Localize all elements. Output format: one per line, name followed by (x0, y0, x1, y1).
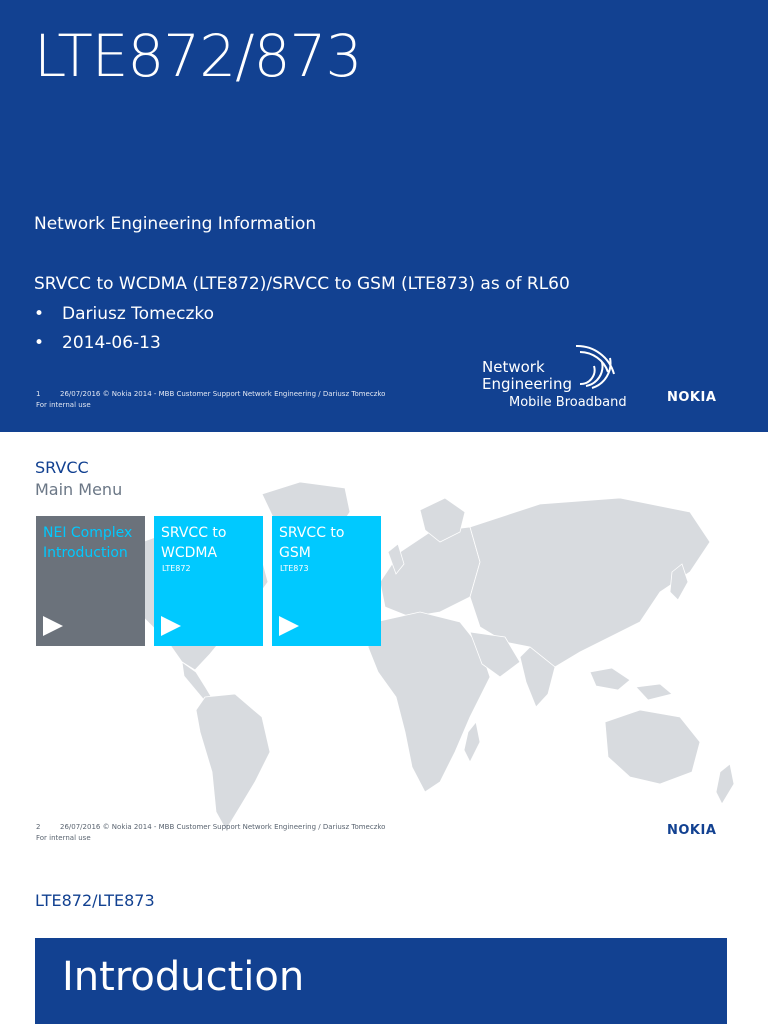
page-number: 1 (36, 390, 41, 398)
srvcc-to-wcdma-tile[interactable] (154, 516, 263, 646)
slide-footer (36, 389, 385, 411)
bullet-list (34, 302, 214, 360)
slide-subtitle: Network Engineering Information (34, 214, 317, 234)
tile-label: SRVCC to GSM (279, 525, 345, 561)
section-title: SRVCC (35, 458, 89, 477)
introduction-slide (0, 864, 768, 1024)
tile-code: LTE873 (280, 564, 309, 573)
slide-title: LTE872/873 (34, 22, 362, 90)
nokia-logo: NOKIA (667, 390, 717, 405)
footer-note: For internal use (36, 834, 91, 842)
bullet-item (34, 331, 214, 360)
logo-line-mobile-broadband: Mobile Broadband (509, 395, 627, 410)
tile-label: SRVCC to WCDMA (161, 525, 227, 561)
tile-label: NEI Complex Introduction (43, 525, 133, 561)
nokia-logo: NOKIA (667, 823, 717, 838)
play-arrow-icon (43, 616, 63, 636)
network-engineering-logo (482, 344, 632, 414)
tile-code: LTE872 (162, 564, 191, 573)
nei-complex-introduction-tile[interactable] (36, 516, 145, 646)
slide-footer (36, 822, 385, 844)
play-arrow-icon (279, 616, 299, 636)
banner-title: Introduction (62, 954, 305, 1000)
footer-note: For internal use (36, 401, 91, 409)
main-menu-slide (0, 432, 768, 864)
bullet-text: Dariusz Tomeczko (62, 304, 215, 324)
logo-line-network: Network (482, 358, 545, 376)
section-banner (35, 938, 727, 1024)
bullet-icon: • (34, 304, 45, 324)
page-number: 2 (36, 823, 41, 831)
bullet-text: 2014-06-13 (62, 333, 161, 353)
section-subtitle: Main Menu (35, 480, 123, 499)
title-slide (0, 0, 768, 432)
footer-text: 26/07/2016 © Nokia 2014 - MBB Customer Support Network Engineering / Dariusz Tomeczko (60, 390, 386, 398)
bullet-item (34, 302, 214, 331)
srvcc-to-gsm-tile[interactable] (272, 516, 381, 646)
logo-line-engineering: Engineering (482, 375, 572, 393)
section-title: LTE872/LTE873 (35, 891, 155, 910)
slide-description: SRVCC to WCDMA (LTE872)/SRVCC to GSM (LTE873) as of RL60 (34, 274, 570, 294)
play-arrow-icon (161, 616, 181, 636)
bullet-icon: • (34, 333, 45, 353)
signal-waves-icon (572, 344, 618, 390)
footer-text: 26/07/2016 © Nokia 2014 - MBB Customer Support Network Engineering / Dariusz Tomeczko (60, 823, 386, 831)
